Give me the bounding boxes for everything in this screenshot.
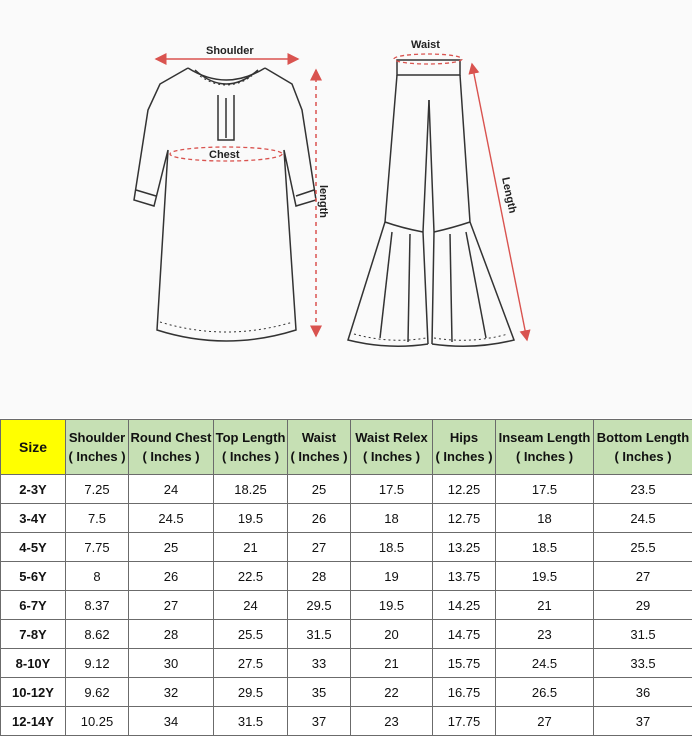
size-cell: 2-3Y (1, 475, 66, 504)
table-body (1, 475, 692, 736)
table-cell: 17.75 (433, 707, 496, 736)
table-cell: 13.75 (433, 562, 496, 591)
column-header (66, 420, 129, 475)
table-cell: 18.5 (351, 533, 433, 562)
table-cell: 24.5 (594, 504, 692, 533)
table-cell: 35 (288, 678, 351, 707)
column-header-name: Bottom Length (597, 430, 689, 445)
waist-label: Waist (411, 39, 440, 51)
shoulder-label: Shoulder (206, 45, 254, 57)
top-length-label: length (317, 185, 329, 218)
table-cell: 24 (129, 475, 214, 504)
table-cell: 25.5 (214, 620, 288, 649)
table-cell: 24.5 (496, 649, 594, 678)
table-cell: 24.5 (129, 504, 214, 533)
table-row (1, 707, 692, 736)
table-cell: 29 (594, 591, 692, 620)
table-cell: 7.75 (66, 533, 129, 562)
table-cell: 22.5 (214, 562, 288, 591)
column-header-unit: ( Inches ) (435, 449, 492, 464)
kurta-top-drawing (134, 68, 316, 341)
table-cell: 27.5 (214, 649, 288, 678)
table-cell: 9.62 (66, 678, 129, 707)
table-cell: 15.75 (433, 649, 496, 678)
column-header (496, 420, 594, 475)
table-cell: 13.25 (433, 533, 496, 562)
table-cell: 34 (129, 707, 214, 736)
table-cell: 33.5 (594, 649, 692, 678)
column-header-name: Top Length (216, 430, 286, 445)
table-cell: 31.5 (288, 620, 351, 649)
waist-measure-line (394, 54, 462, 64)
table-cell: 8.62 (66, 620, 129, 649)
table-cell: 29.5 (288, 591, 351, 620)
size-cell: 8-10Y (1, 649, 66, 678)
column-header (214, 420, 288, 475)
table-cell: 18.25 (214, 475, 288, 504)
table-cell: 29.5 (214, 678, 288, 707)
table-cell: 8 (66, 562, 129, 591)
table-cell: 19.5 (214, 504, 288, 533)
chest-label: Chest (209, 149, 240, 161)
table-cell: 23.5 (594, 475, 692, 504)
table-cell: 26 (129, 562, 214, 591)
size-cell: 5-6Y (1, 562, 66, 591)
column-header-unit: ( Inches ) (614, 449, 671, 464)
table-cell: 12.25 (433, 475, 496, 504)
table-row (1, 562, 692, 591)
table-cell: 12.75 (433, 504, 496, 533)
table-cell: 22 (351, 678, 433, 707)
column-header-name: Shoulder (69, 430, 125, 445)
column-header-name: Hips (450, 430, 478, 445)
table-cell: 19.5 (496, 562, 594, 591)
table-cell: 26 (288, 504, 351, 533)
column-header-unit: ( Inches ) (516, 449, 573, 464)
table-cell: 36 (594, 678, 692, 707)
size-cell: 6-7Y (1, 591, 66, 620)
size-cell: 4-5Y (1, 533, 66, 562)
table-cell: 27 (496, 707, 594, 736)
size-cell: 10-12Y (1, 678, 66, 707)
table-header-row (1, 420, 692, 475)
table-row (1, 533, 692, 562)
column-header-unit: ( Inches ) (222, 449, 279, 464)
table-cell: 18.5 (496, 533, 594, 562)
sharara-bottom-drawing (348, 60, 514, 346)
size-chart-table (0, 419, 692, 736)
table-cell: 18 (351, 504, 433, 533)
table-cell: 24 (214, 591, 288, 620)
table-row (1, 504, 692, 533)
size-cell: 3-4Y (1, 504, 66, 533)
table-row (1, 620, 692, 649)
table-cell: 27 (594, 562, 692, 591)
bottom-length-measure-line (472, 64, 527, 340)
table-cell: 25.5 (594, 533, 692, 562)
size-column-header: Size (1, 420, 66, 475)
table-cell: 37 (288, 707, 351, 736)
table-cell: 37 (594, 707, 692, 736)
table-cell: 23 (496, 620, 594, 649)
column-header-name: Inseam Length (499, 430, 591, 445)
table-cell: 30 (129, 649, 214, 678)
column-header (129, 420, 214, 475)
table-cell: 26.5 (496, 678, 594, 707)
table-cell: 10.25 (66, 707, 129, 736)
column-header (288, 420, 351, 475)
table-cell: 21 (351, 649, 433, 678)
table-cell: 33 (288, 649, 351, 678)
table-row (1, 591, 692, 620)
column-header-name: Round Chest (131, 430, 212, 445)
table-cell: 31.5 (214, 707, 288, 736)
table-cell: 18 (496, 504, 594, 533)
table-cell: 25 (288, 475, 351, 504)
table-cell: 28 (129, 620, 214, 649)
table-cell: 9.12 (66, 649, 129, 678)
table-cell: 7.25 (66, 475, 129, 504)
column-header-unit: ( Inches ) (363, 449, 420, 464)
bottom-length-label: Length (499, 176, 518, 215)
table-row (1, 475, 692, 504)
table-cell: 25 (129, 533, 214, 562)
table-cell: 27 (129, 591, 214, 620)
table-cell: 14.75 (433, 620, 496, 649)
table-cell: 20 (351, 620, 433, 649)
table-row (1, 649, 692, 678)
table-cell: 16.75 (433, 678, 496, 707)
size-cell: 12-14Y (1, 707, 66, 736)
column-header-name: Waist (302, 430, 336, 445)
table-cell: 27 (288, 533, 351, 562)
table-cell: 21 (496, 591, 594, 620)
table-cell: 7.5 (66, 504, 129, 533)
column-header (351, 420, 433, 475)
table-cell: 23 (351, 707, 433, 736)
table-cell: 32 (129, 678, 214, 707)
table-cell: 21 (214, 533, 288, 562)
table-cell: 28 (288, 562, 351, 591)
table-cell: 14.25 (433, 591, 496, 620)
column-header-unit: ( Inches ) (142, 449, 199, 464)
table-cell: 17.5 (351, 475, 433, 504)
column-header (594, 420, 692, 475)
size-cell: 7-8Y (1, 620, 66, 649)
column-header (433, 420, 496, 475)
table-cell: 31.5 (594, 620, 692, 649)
table-cell: 19 (351, 562, 433, 591)
column-header-unit: ( Inches ) (290, 449, 347, 464)
table-cell: 8.37 (66, 591, 129, 620)
table-row (1, 678, 692, 707)
table-cell: 19.5 (351, 591, 433, 620)
column-header-unit: ( Inches ) (68, 449, 125, 464)
table-cell: 17.5 (496, 475, 594, 504)
column-header-name: Waist Relex (355, 430, 428, 445)
